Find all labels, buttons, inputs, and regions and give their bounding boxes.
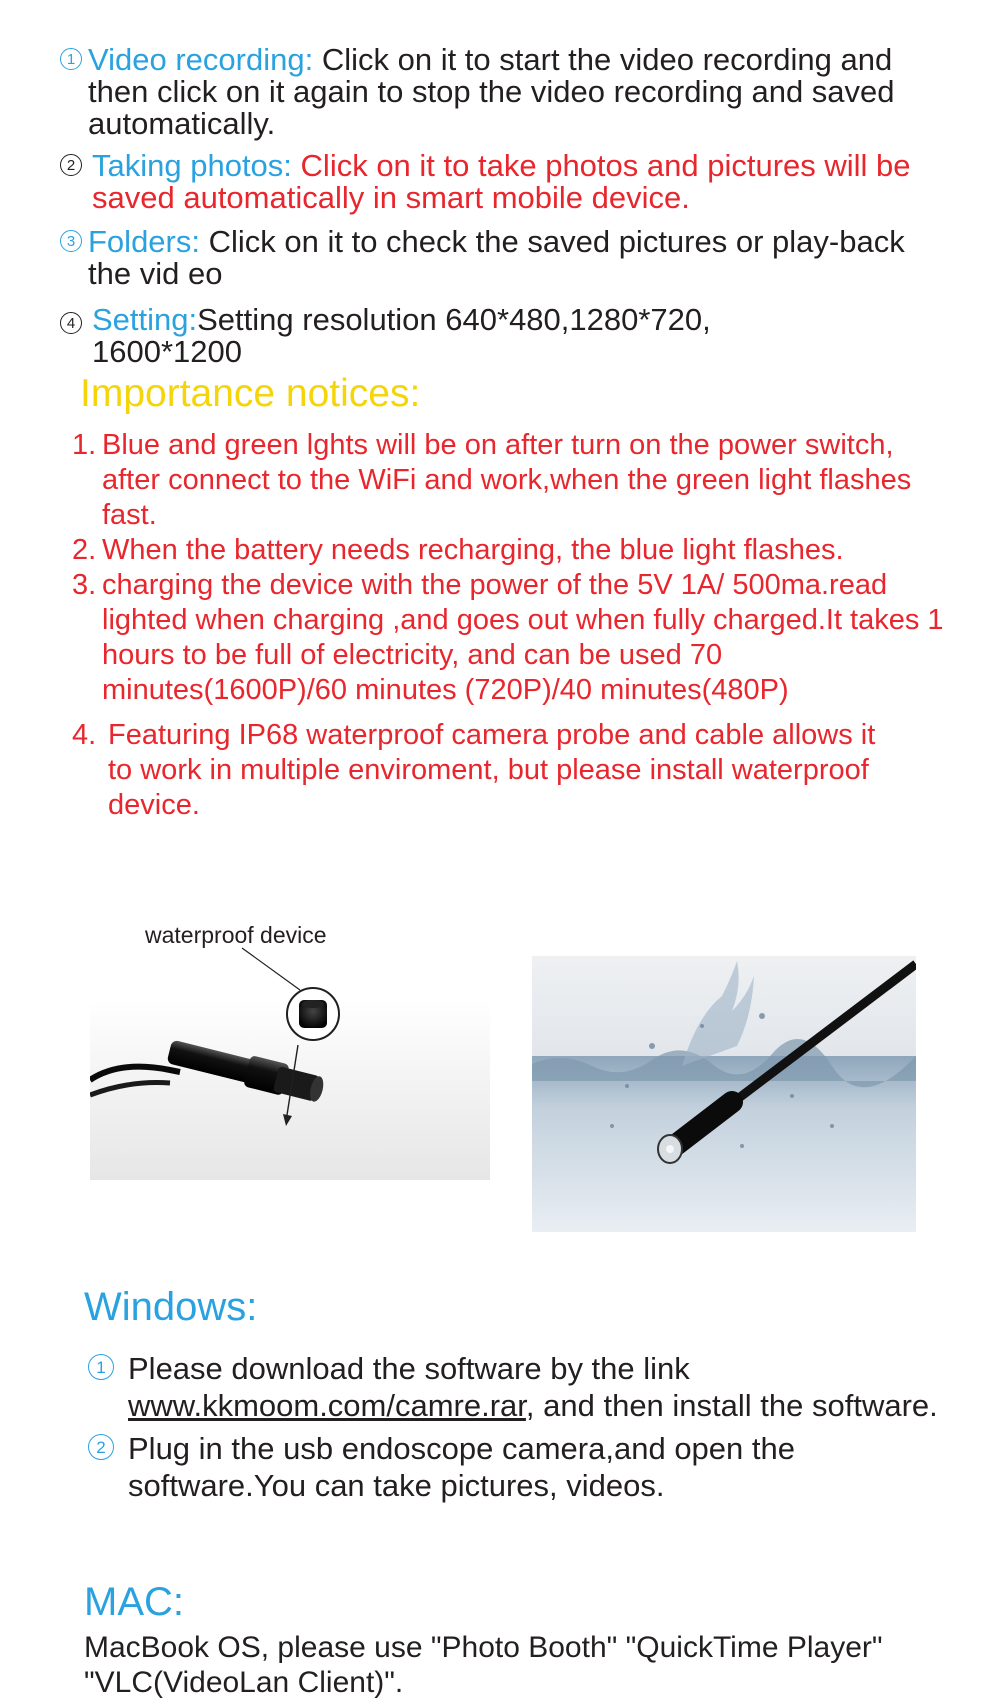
circled-number: 4 (60, 312, 82, 334)
notice-item (72, 718, 952, 823)
notices-list (72, 428, 952, 823)
function-item-photos (60, 150, 940, 214)
windows-step-text: Plug in the usb endoscope camera,and open the software.You can take pictures, videos. (128, 1431, 795, 1503)
circled-number: 3 (60, 230, 82, 252)
notice-number: 1. (72, 429, 97, 461)
notice-item (72, 533, 952, 568)
function-description: Folders: Click on it to check the saved pictures or play-back the vid eo (88, 224, 905, 291)
windows-step-2 (88, 1430, 948, 1504)
function-description: Setting:Setting resolution 640*480,1280*720, 1600*1200 (92, 302, 711, 369)
mac-instructions: MacBook OS, please use "Photo Booth" "QuickTime Player" "VLC(VideoLan Client)". (84, 1631, 883, 1699)
circled-number: 1 (88, 1354, 114, 1380)
function-item-folders (60, 226, 940, 290)
download-link[interactable]: www.kkmoom.com/camre.rar (128, 1388, 526, 1423)
waterproof-device-figure (90, 920, 490, 1180)
windows-heading: Windows: (84, 1285, 258, 1329)
function-label: Video recording: (88, 42, 314, 77)
notice-item (72, 568, 952, 708)
mac-heading: MAC: (84, 1580, 184, 1624)
notice-text: charging the device with the power of the 5V 1A/ 500ma.read lighted when charging ,and goes out when fully charged.It takes 1 hours to be full of electricity, and can be used 70 minutes(1600P)/60 minutes (720P)/40 minutes(480P) (102, 569, 944, 706)
waterproof-device-callout: waterproof device (145, 922, 327, 948)
circled-number: 2 (88, 1434, 114, 1460)
circled-number: 2 (60, 154, 82, 176)
function-description: Video recording: Click on it to start the video recording and then click on it again to stop the video recording and saved automatically. (88, 42, 895, 141)
notice-text: Featuring IP68 waterproof camera probe and cable allows it to work in multiple enviroment, but please install waterproof device. (108, 719, 876, 821)
water-splash-photo (532, 956, 916, 1232)
windows-steps (88, 1350, 948, 1504)
function-list (60, 44, 940, 368)
function-label: Folders: (88, 224, 200, 259)
function-label: Setting: (92, 302, 198, 337)
notice-item (72, 428, 952, 533)
notice-text: Blue and green lghts will be on after turn on the power switch, after connect to the WiFi and work,when the green light flashes fast. (102, 429, 912, 531)
notice-number: 4. (72, 719, 97, 751)
notice-number: 2. (72, 534, 97, 566)
notices-heading: Importance notices: (80, 372, 421, 415)
circled-number: 1 (60, 48, 82, 70)
endoscope-cable-illustration (90, 920, 490, 1180)
function-label: Taking photos: (92, 148, 292, 183)
function-description: Taking photos: Click on it to take photos and pictures will be saved automatically in smart mobile device. (92, 148, 911, 215)
function-item-video (60, 44, 940, 140)
windows-step-text: Please download the software by the link www.kkmoom.com/camre.rar, and then install the software. (128, 1351, 938, 1423)
notice-number: 3. (72, 569, 97, 601)
callout-line (242, 948, 300, 990)
function-item-setting (60, 304, 940, 368)
windows-step-1 (88, 1350, 948, 1424)
water-splash-illustration (532, 956, 916, 1232)
notice-text: When the battery needs recharging, the blue light flashes. (102, 534, 844, 566)
